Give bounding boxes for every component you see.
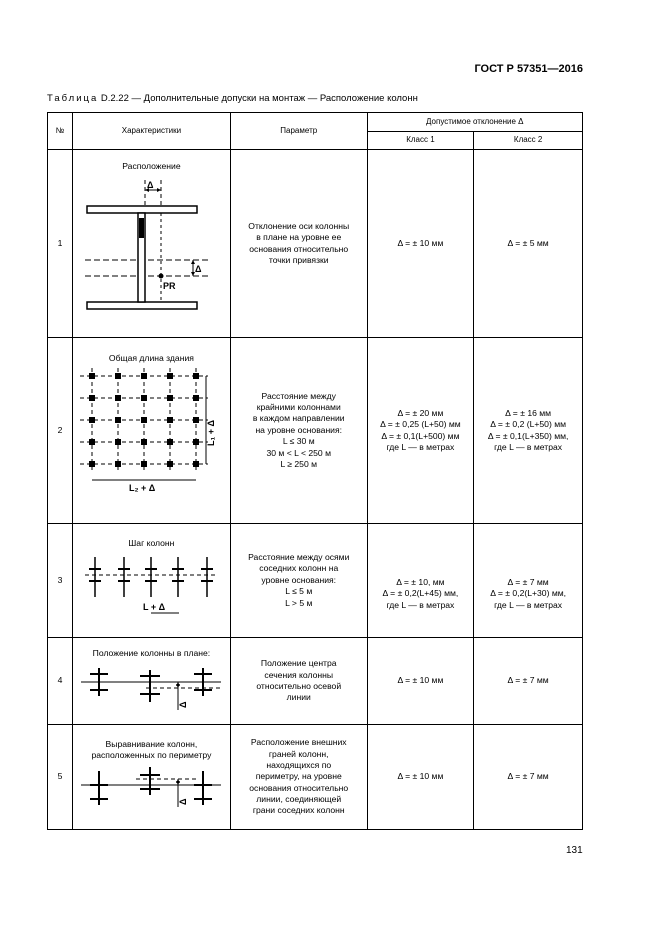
param-line: на уровне основания: [255,424,343,435]
parameter-cell [230,150,367,338]
class2-value: Δ = ± 7 мм [507,675,549,686]
delta-label-side: Δ [195,264,202,275]
characteristic-title: Общая длина здания [108,352,194,363]
table-row [48,725,583,830]
characteristic-title: Выравнивание колонн, расположенных по периметру [91,738,212,760]
class2-value: Δ = ± 7 мм [507,576,549,587]
column-marker [115,373,121,379]
characteristic-cell [72,725,230,830]
class2-value: Δ = ± 5 мм [507,237,549,248]
param-line: относительно осевой [256,681,342,691]
class1-value: где L — в метрах [386,599,455,610]
class2-value: Δ = ± 16 мм [505,407,552,418]
param-line: в плане на уровне ее [256,232,342,243]
header-class1: Класс 1 [367,132,474,150]
class1-cell [367,725,474,830]
column-position-figure [81,176,221,326]
column-marker [89,373,95,379]
class1-value: Δ = ± 20 мм [397,407,444,418]
param-line: Расположение внешних [250,737,347,748]
param-line: в каждом направлении [252,413,345,424]
column-marker [193,461,199,467]
param-line: грани соседних колонн [252,805,345,816]
delta-label: Δ [178,701,189,708]
column-marker [141,373,147,379]
column-marker [193,395,199,401]
characteristic-title: Положение колонны в плане: [92,648,211,659]
class1-value: Δ = ± 0,25 (L+50) мм [380,419,461,430]
param-line: уровне основания: [261,574,337,585]
characteristic-cell [72,150,230,338]
class2-cell [474,338,583,524]
column-marker [167,395,173,401]
param-line: сечения колонны [264,669,334,680]
length-l2-label: L₂ + Δ [129,483,156,494]
column-marker [141,461,147,467]
column-marker [89,395,95,401]
class1-value: Δ = ± 0,2(L+45) мм, [382,588,459,599]
characteristic-cell [72,638,230,725]
standard-number: ГОСТ Р 57351—2016 [474,63,583,75]
table-row [48,638,583,725]
class1-value: где L — в метрах [386,441,455,452]
param-line: периметру, на уровне [255,771,342,782]
class1-cell [367,338,474,524]
column-marker [167,439,173,445]
caption-word: Таблица [47,93,99,104]
class1-cell [367,524,474,638]
column-marker [167,373,173,379]
class1-value: Δ = ± 10 мм [397,237,444,248]
column-marker [167,461,173,467]
param-line: 30 м < L < 250 м [266,447,332,458]
row-number: 4 [48,638,73,725]
param-line: Расстояние между осями [248,552,350,563]
column-marker [193,439,199,445]
param-line: соседних колонн на [259,563,339,574]
column-marker [115,461,121,467]
param-line: L ≥ 250 м [280,458,318,469]
column-marker [141,439,147,445]
header-class2: Класс 2 [474,132,583,150]
class1-value: Δ = ± 0,1(L+500) мм [381,430,460,441]
column-plan-position-figure [76,664,226,714]
class1-cell [367,638,474,725]
parameter-cell [230,338,367,524]
column-marker [115,417,121,423]
characteristic-cell [72,338,230,524]
class1-value: Δ = ± 10, мм [396,576,445,587]
class2-cell [474,638,583,725]
column-marker [167,417,173,423]
row-number: 5 [48,725,73,830]
param-line: L > 5 м [285,597,313,608]
param-line: L ≤ 5 м [285,586,313,597]
spacing-label: L + Δ [143,602,166,613]
param-line: Отклонение оси колонны [248,220,350,231]
parameter-cell [230,524,367,638]
param-line: Положение центра [260,658,337,669]
class2-cell [474,524,583,638]
reference-point-label: PR [163,281,176,292]
building-length-figure [76,368,226,508]
column-marker [141,395,147,401]
param-line: крайними колоннами [256,402,341,413]
tolerance-table [47,112,583,830]
characteristic-cell [72,524,230,638]
row-number: 1 [48,150,73,338]
param-line: основания относительно [249,243,349,254]
param-line: L ≤ 30 м [282,436,315,447]
column-marker [115,395,121,401]
caption-text: D.2.22 — Дополнительные допуски на монтаж — Расположение колонн [98,93,418,104]
delta-label: Δ [178,798,189,806]
class2-value: Δ = ± 0,1(L+350) мм, [487,430,569,441]
column-marker [193,373,199,379]
header-deviation: Допустимое отклонение Δ [367,113,582,132]
class1-cell [367,150,474,338]
class2-value: Δ = ± 7 мм [507,771,549,782]
parameter-cell [230,725,367,830]
class2-value: Δ = ± 0,2 (L+50) мм [490,419,567,430]
delta-label-top: Δ [147,180,154,191]
class2-cell [474,725,583,830]
perimeter-alignment-figure [76,765,226,815]
param-line: линии [286,692,311,703]
column-marker [89,417,95,423]
class2-value: где L — в метрах [494,599,563,610]
characteristic-title: Расположение [122,160,181,171]
table-row [48,524,583,638]
class2-cell [474,150,583,338]
param-line: основания относительно [249,782,349,793]
column-marker [141,417,147,423]
column-marker [89,461,95,467]
param-line: линии, соединяющей [256,794,342,805]
param-line: находящихся по [266,759,332,770]
header-characteristics: Характеристики [72,113,230,150]
param-line: точки привязки [268,254,329,265]
table-caption [47,93,418,104]
page-number: 131 [566,845,583,856]
header-parameter: Параметр [230,113,367,150]
characteristic-title: Шаг колонн [128,537,175,548]
table-row [48,150,583,338]
length-l1-label: L₁ + Δ [206,420,217,447]
param-line: Расстояние между [261,390,336,401]
parameter-cell [230,638,367,725]
class2-value: где L — в метрах [494,441,563,452]
column-marker [89,439,95,445]
row-number: 2 [48,338,73,524]
param-line: граней колонн, [268,748,329,759]
class2-value: Δ = ± 0,2(L+30) мм, [490,588,567,599]
row-number: 3 [48,524,73,638]
class1-value: Δ = ± 10 мм [397,771,444,782]
table-row [48,338,583,524]
column-marker [115,439,121,445]
column-spacing-figure [81,553,221,623]
class1-value: Δ = ± 10 мм [397,675,444,686]
header-no: № [48,113,73,150]
column-marker [193,417,199,423]
